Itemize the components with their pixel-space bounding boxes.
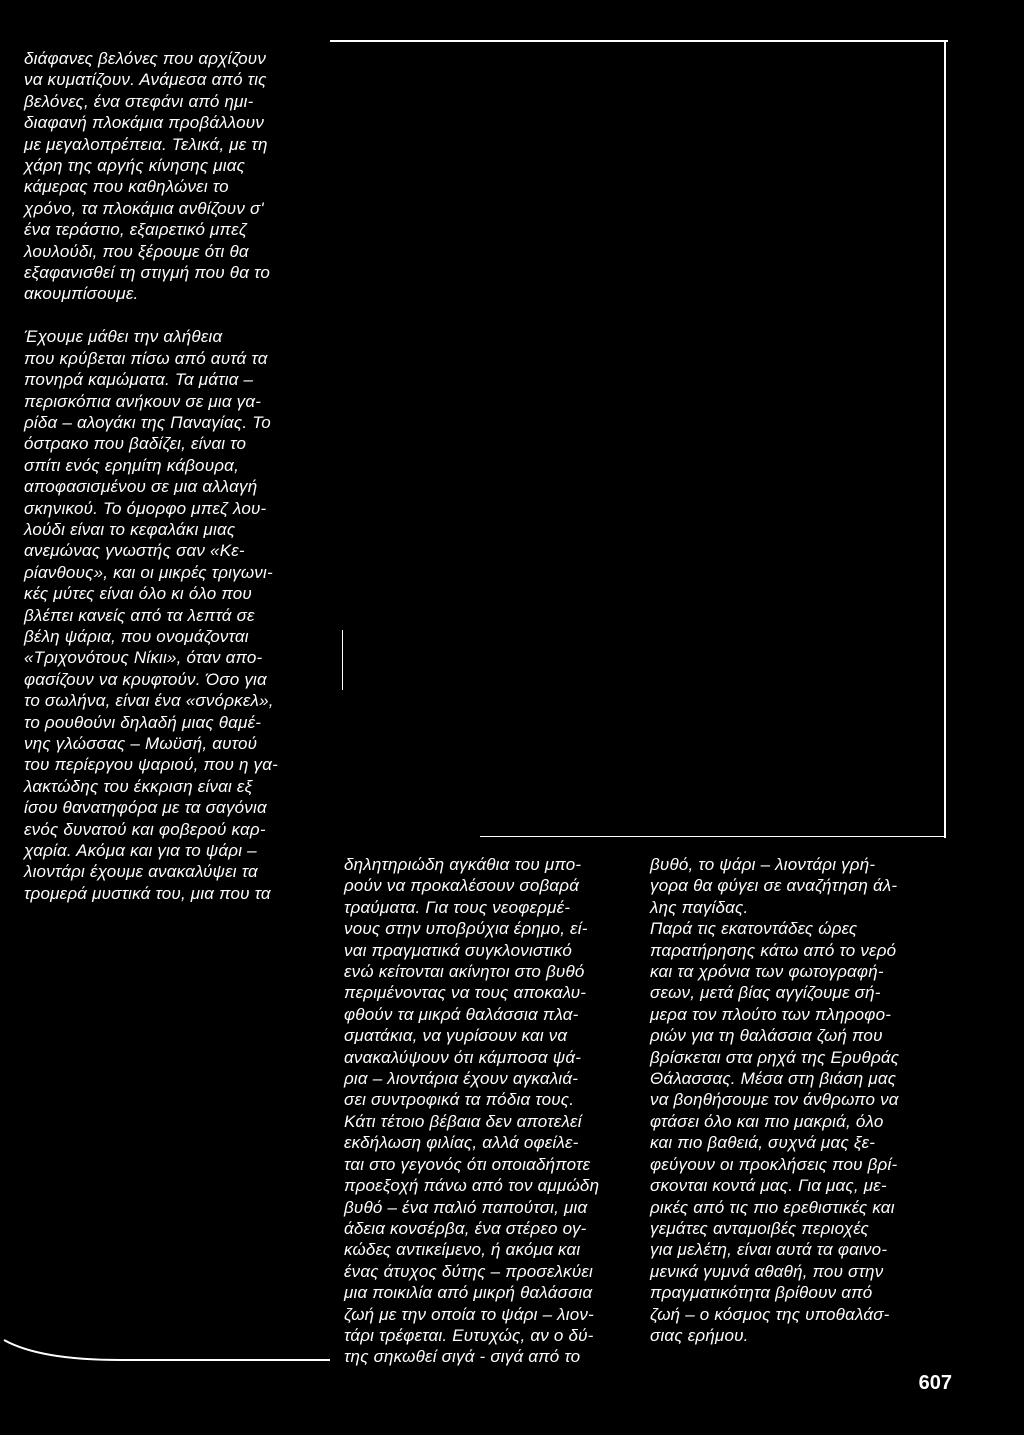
page-number: 607 — [918, 1372, 952, 1394]
body-text-left: διάφανες βελόνες που αρχίζουν να κυματίζουν. Ανάμεσα από τις βελόνες, ένα στεφάνι από ημι- διαφανή πλοκάμια προβάλλουν με μεγαλοπρέπεια. Τελικά, με τη χάρη της αργής κίνησης μιας κάμερας που καθηλώνει το χρόνο, τα πλοκάμια ανθίζουν σ' ένα τεράστιο, εξαιρετικό μπεζ λουλούδι, που ξέρουμε ότι θα εξαφανισθεί τη στιγμή που θα το ακουμπίσουμε. Έχουμε μάθει την αλήθεια που κρύβεται πίσω από αυτά τα πονηρά καμώματα. Τα μάτια – περισκόπια ανήκουν σε μια γα- ρίδα – αλογάκι της Παναγίας. Το όστρακο που βαδίζει, είναι το σπίτι ενός ερημίτη κάβουρα, αποφασισμένου σε μια αλλαγή σκηνικού. Το όμορφο μπεζ λου- λούδι είναι το κεφαλάκι μιας ανεμώνας γνωστής σαν «Κε- ρίανθους», και οι μικρές τριγωνι- κές μύτες είναι όλο κι όλο που βλέπει κανείς από τα λεπτά σε βέλη ψάρια, που ονομάζονται «Τριχονότους Νίκιι», όταν απο- φασίζουν να κρυφτούν. Όσο για το σωλήνα, είναι ένα «σνόρκελ», το ρουθούνι δηλαδή μιας θαμέ- νης γλώσσας – Μωϋσή, αυτού του περίεργου ψαριού, που η γα- λακτώδης του έκκριση είναι εξ ίσου θανατηφόρα με τα σαγόνια ενός δυνατού και φοβερού καρ- χαρία. Ακόμα και για το ψάρι – λιοντάρι έχουμε ανακαλύψει τα τρομερά μυστικά του, μια που τα — [24, 49, 278, 903]
photo-frame-bottom-rule — [480, 836, 946, 837]
photo-frame-right-rule — [944, 40, 946, 838]
text-column-right — [650, 854, 950, 1346]
photo-frame-mid-rule — [342, 630, 343, 690]
corner-curve-decoration — [0, 1330, 330, 1410]
photo-area — [330, 38, 948, 838]
body-text-middle: δηλητηριώδη αγκάθια του μπο- ρούν να προκαλέσουν σοβαρά τραύματα. Για τους νεοφερμέ- νους στην υποβρύχια έρημο, εί- ναι πραγματικά συγκλονιστικό ενώ κείτονται ακίνητοι στο βυθό περιμένοντας να τους αποκαλυ- φθούν τα μικρά θαλάσσια πλα- σματάκια, να γυρίσουν και να ανακαλύψουν ότι κάμποσα ψά- ρια – λιοντάρια έχουν αγκαλιά- σει συντροφικά τα πόδια τους. Κάτι τέτοιο βέβαια δεν αποτελεί εκδήλωση φιλίας, αλλά οφείλε- ται στο γεγονός ότι οποιαδήποτε προεξοχή πάνω από τον αμμώδη βυθό – ένα παλιό παπούτσι, μια άδεια κονσέρβα, ένα στέρεο ογ- κώδες αντικείμενο, ή ακόμα και ένας άτυχος δύτης – προσελκύει μια ποικιλία από μικρή θαλάσσια ζωή με την οποία το ψάρι – λιον- τάρι τρέφεται. Ευτυχώς, αν ο δύ- της σηκωθεί σιγά - σιγά από το — [344, 855, 600, 1367]
text-column-left — [24, 48, 324, 904]
text-column-middle — [344, 854, 636, 1368]
body-text-right: βυθό, το ψάρι – λιοντάρι γρή- γορα θα φύγει σε αναζήτηση άλ- λης παγίδας. Παρά τις εκατοντάδες ώρες παρατήρησης κάτω από το νερό και τα χρόνια των φωτογραφή- σεων, μετά βίας αγγίζουμε σή- μερα τον πλούτο των πληροφο- ριών για τη θαλάσσια ζωή που βρίσκεται στα ρηχά της Ερυθράς Θάλασσας. Μέσα στη βιάση μας να βοηθήσουμε τον άνθρωπο να φτάσει όλο και πιο μακριά, όλο και πιο βαθειά, συχνά μας ξε- φεύγουν οι προκλήσεις που βρί- σκονται κοντά μας. Για μας, με- ρικές από τις πιο ερεθιστικές και γεμάτες ανταμοιβές περιοχές για μελέτη, είναι αυτά τα φαινο- μενικά γυμνά αθαθή, που στην πραγματικότητα βρίθουν από ζωή – ο κόσμος της υποθαλάσ- σιας ερήμου. — [650, 855, 900, 1345]
photo-frame-top-rule — [330, 40, 948, 42]
